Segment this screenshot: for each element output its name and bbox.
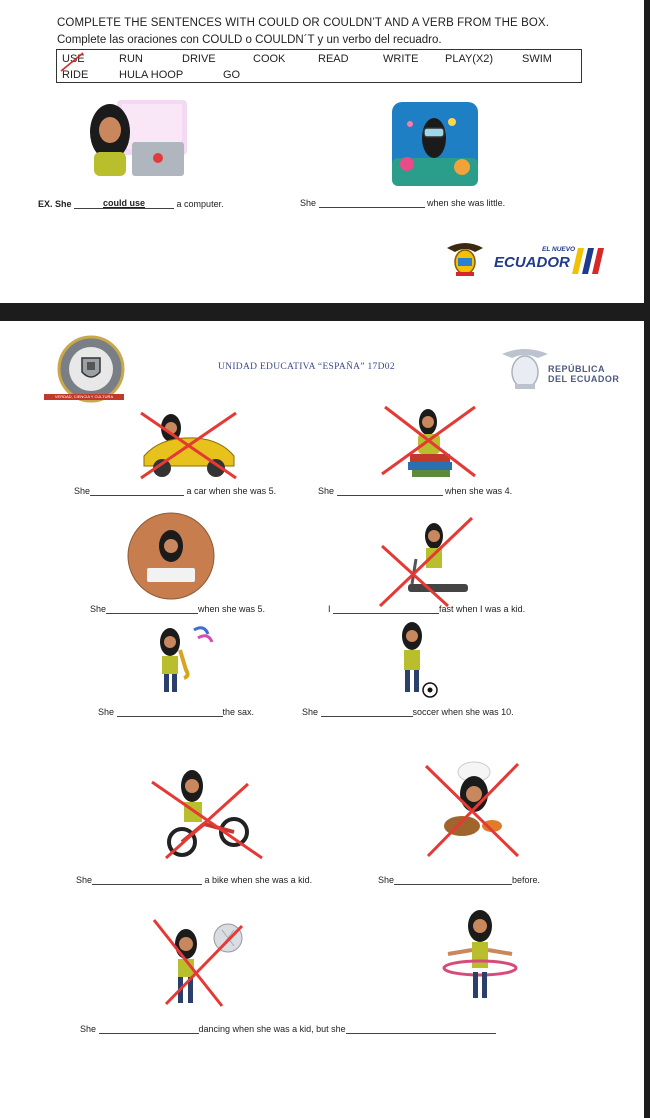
- page-separator: [0, 303, 650, 321]
- girl-computer-image: [82, 100, 187, 180]
- right-edge-bar: [644, 0, 650, 1118]
- sentence-rest: a bike when she was a kid.: [204, 875, 313, 885]
- girl-saxophone-image: [146, 620, 216, 694]
- sentence-rest: when she was 4.: [445, 486, 513, 496]
- answer-blank[interactable]: [333, 613, 439, 614]
- word-write: WRITE: [383, 53, 419, 65]
- coat-of-arms-icon: [445, 238, 485, 278]
- sentence-rest: a car when she was 5.: [186, 486, 277, 496]
- sentence-bike: [76, 875, 312, 885]
- answer-blank[interactable]: [99, 1033, 199, 1034]
- sentence-subject: She: [318, 486, 335, 496]
- sentence-subject: She: [76, 875, 93, 885]
- sentence-run: [328, 604, 525, 614]
- sentence-write: [90, 604, 265, 614]
- answer-blank[interactable]: [106, 613, 198, 614]
- answer-blank[interactable]: [90, 495, 184, 496]
- word-swim: SWIM: [522, 53, 552, 65]
- girl-car-crossed-image: [136, 408, 246, 483]
- sentence-swim: [300, 198, 505, 208]
- word-cook: COOK: [253, 53, 286, 65]
- answer-blank[interactable]: [321, 716, 413, 717]
- sentence-subject: I: [328, 604, 331, 614]
- girl-bike-crossed-image: [148, 766, 266, 861]
- school-motto-ribbon: VERDAD, CIENCIA Y CULTURA: [44, 394, 124, 400]
- word-box: [56, 49, 582, 83]
- sentence-subject: She: [90, 604, 107, 614]
- sentence-rest: fast when I was a kid.: [439, 604, 526, 614]
- answer-blank[interactable]: [394, 884, 512, 885]
- sentence-read: [318, 486, 512, 496]
- sentence-subject: She: [378, 875, 395, 885]
- ecuador-logo-text: ECUADOR: [494, 254, 570, 271]
- sentence-rest: dancing when she was a kid, but she: [198, 1024, 346, 1034]
- word-drive: DRIVE: [182, 53, 216, 65]
- sentence-rest: when she was little.: [427, 198, 506, 208]
- example-suffix: a computer.: [176, 199, 224, 209]
- word-run: RUN: [119, 53, 143, 65]
- answer-blank[interactable]: [337, 495, 443, 496]
- flag-stripes-icon: [572, 248, 604, 274]
- word-read: READ: [318, 53, 349, 65]
- sentence-sax: [98, 707, 254, 717]
- sentence-rest: when she was 5.: [198, 604, 266, 614]
- example-answer: could use: [103, 198, 146, 208]
- worksheet-title: COMPLETE THE SENTENCES WITH COULD OR COULDN’T AND A VERB FROM THE BOX.: [57, 17, 549, 29]
- sentence-subject: She: [98, 707, 115, 717]
- logo-small-text: EL NUEVO: [542, 246, 576, 253]
- girl-cooking-crossed-image: [422, 756, 522, 860]
- answer-blank[interactable]: [346, 1033, 496, 1034]
- sentence-rest: soccer when she was 10.: [412, 707, 514, 717]
- word-use: USE: [62, 53, 85, 65]
- school-name: UNIDAD EDUCATIVA “ESPAÑA” 17D02: [218, 362, 395, 372]
- republic-line-1: REPÚBLICA: [548, 364, 606, 374]
- scuba-diver-image: [392, 102, 478, 186]
- sentence-subject: She: [74, 486, 91, 496]
- word-ride: RIDE: [62, 69, 89, 81]
- girl-writing-image: [127, 512, 215, 600]
- girl-books-crossed-image: [380, 404, 480, 480]
- girl-soccer-image: [394, 620, 440, 700]
- sentence-cook: [378, 875, 540, 885]
- example-sentence: [38, 198, 224, 209]
- worksheet-subtitle: Complete las oraciones con COULD o COULDN´T y un verbo del recuadro.: [57, 34, 442, 46]
- girl-dancing-crossed-image: [152, 916, 248, 1010]
- sentence-soccer: [302, 707, 514, 717]
- sentence-subject: She: [300, 198, 317, 208]
- sentence-rest: the sax.: [222, 707, 255, 717]
- sentence-subject: She: [302, 707, 319, 717]
- answer-blank[interactable]: [92, 884, 202, 885]
- word-go: GO: [223, 69, 241, 81]
- word-hula-hoop: HULA HOOP: [119, 69, 184, 81]
- republic-line-2: DEL ECUADOR: [548, 374, 620, 384]
- ecuador-shield-icon: [500, 344, 550, 394]
- sentence-subject: She: [80, 1024, 97, 1034]
- example-prefix: EX. She: [38, 199, 72, 209]
- sentence-rest: before.: [512, 875, 541, 885]
- answer-blank[interactable]: [319, 207, 425, 208]
- girl-treadmill-crossed-image: [378, 514, 474, 608]
- sentence-car: [74, 486, 276, 496]
- word-play: PLAY(X2): [445, 53, 494, 65]
- answer-blank[interactable]: [117, 716, 223, 717]
- girl-hula-hoop-image: [440, 910, 520, 1008]
- sentence-dancing: [80, 1024, 496, 1034]
